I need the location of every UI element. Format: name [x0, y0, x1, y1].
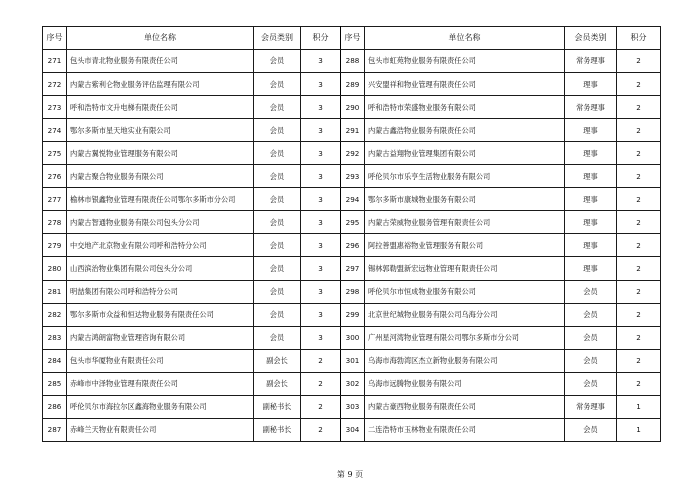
score-cell: 2 — [617, 188, 661, 211]
score-cell: 2 — [617, 372, 661, 395]
row-index-cell: 295 — [341, 211, 365, 234]
row-index-cell: 289 — [341, 73, 365, 96]
header-score: 积分 — [617, 27, 661, 50]
unit-name-cell: 榆林市银鑫物业管理有限责任公司鄂尔多斯市分公司 — [67, 188, 254, 211]
member-category-cell: 会员 — [565, 280, 617, 303]
unit-name-cell: 内蒙古鑫浩物业服务有限责任公司 — [365, 119, 565, 142]
unit-name-cell: 内蒙古荣威物业服务管理有限责任公司 — [365, 211, 565, 234]
unit-name-cell: 内蒙古豪西物业服务有限责任公司 — [365, 395, 565, 418]
member-category-cell: 会员 — [565, 303, 617, 326]
page-number: 第 9 页 — [336, 470, 364, 479]
row-index-cell: 272 — [43, 73, 67, 96]
unit-name-cell: 兴安盟祥和物业管理有限责任公司 — [365, 73, 565, 96]
score-cell: 2 — [617, 119, 661, 142]
unit-name-cell: 广州星河湾物业管理有限公司鄂尔多斯市分公司 — [365, 326, 565, 349]
score-cell: 2 — [301, 395, 341, 418]
member-category-cell: 会员 — [254, 188, 301, 211]
score-cell: 2 — [617, 280, 661, 303]
row-index-cell: 300 — [341, 326, 365, 349]
unit-name-cell: 内蒙古紫利仑物业服务评估监理有限公司 — [67, 73, 254, 96]
table-row — [43, 165, 661, 188]
member-category-cell: 会员 — [254, 96, 301, 119]
row-index-cell: 285 — [43, 372, 67, 395]
unit-name-cell: 包头市青北物业服务有限责任公司 — [67, 50, 254, 73]
member-category-cell: 副秘书长 — [254, 395, 301, 418]
row-index-cell: 287 — [43, 418, 67, 441]
member-category-cell: 会员 — [254, 50, 301, 73]
member-category-cell: 会员 — [254, 142, 301, 165]
score-cell: 3 — [301, 280, 341, 303]
row-index-cell: 301 — [341, 349, 365, 372]
table-row — [43, 418, 661, 441]
unit-name-cell: 内蒙古智通物业服务有限公司包头分公司 — [67, 211, 254, 234]
table-row — [43, 234, 661, 257]
score-cell: 2 — [301, 372, 341, 395]
member-category-cell: 会员 — [254, 119, 301, 142]
row-index-cell: 299 — [341, 303, 365, 326]
unit-name-cell: 明喆集团有限公司呼和浩特分公司 — [67, 280, 254, 303]
unit-name-cell: 锡林郭勒盟新宏远物业管理有限责任公司 — [365, 257, 565, 280]
member-category-cell: 副秘书长 — [254, 418, 301, 441]
row-index-cell: 302 — [341, 372, 365, 395]
row-index-cell: 283 — [43, 326, 67, 349]
row-index-cell: 281 — [43, 280, 67, 303]
member-category-cell: 理事 — [565, 188, 617, 211]
row-index-cell: 276 — [43, 165, 67, 188]
score-cell: 2 — [617, 234, 661, 257]
member-category-cell: 会员 — [254, 73, 301, 96]
row-index-cell: 275 — [43, 142, 67, 165]
score-cell: 2 — [301, 349, 341, 372]
unit-name-cell: 鄂尔多斯市众益和恒达物业服务有限责任公司 — [67, 303, 254, 326]
row-index-cell: 291 — [341, 119, 365, 142]
table-row — [43, 188, 661, 211]
table-row — [43, 372, 661, 395]
member-category-cell: 会员 — [565, 418, 617, 441]
score-cell: 1 — [617, 395, 661, 418]
score-cell: 3 — [301, 96, 341, 119]
score-cell: 3 — [301, 73, 341, 96]
member-category-cell: 常务理事 — [565, 395, 617, 418]
table-row — [43, 50, 661, 73]
score-cell: 2 — [301, 418, 341, 441]
unit-name-cell: 山西滨治物业集团有限公司包头分公司 — [67, 257, 254, 280]
member-category-cell: 会员 — [254, 280, 301, 303]
member-category-cell: 会员 — [254, 211, 301, 234]
header-index: 序号 — [341, 27, 365, 50]
score-cell: 2 — [617, 211, 661, 234]
row-index-cell: 280 — [43, 257, 67, 280]
member-category-cell: 理事 — [565, 211, 617, 234]
unit-name-cell: 呼伦贝尔市海拉尔区鑫海物业服务有限公司 — [67, 395, 254, 418]
row-index-cell: 274 — [43, 119, 67, 142]
score-cell: 2 — [617, 73, 661, 96]
score-cell: 3 — [301, 326, 341, 349]
unit-name-cell: 中交地产北京物业有限公司呼和浩特分公司 — [67, 234, 254, 257]
unit-name-cell: 鄂尔多斯市星天地实业有限公司 — [67, 119, 254, 142]
member-category-cell: 会员 — [565, 349, 617, 372]
table-row — [43, 211, 661, 234]
unit-name-cell: 包头市华厦物业有限责任公司 — [67, 349, 254, 372]
member-category-cell: 理事 — [565, 234, 617, 257]
member-score-table — [42, 26, 661, 442]
header-member-category: 会员类别 — [254, 27, 301, 50]
member-category-cell: 副会长 — [254, 349, 301, 372]
row-index-cell: 284 — [43, 349, 67, 372]
unit-name-cell: 呼和浩特市文升电梯有限责任公司 — [67, 96, 254, 119]
member-category-cell: 常务理事 — [565, 96, 617, 119]
row-index-cell: 298 — [341, 280, 365, 303]
member-category-cell: 理事 — [565, 119, 617, 142]
row-index-cell: 277 — [43, 188, 67, 211]
row-index-cell: 304 — [341, 418, 365, 441]
table-row — [43, 73, 661, 96]
header-unit-name: 单位名称 — [67, 27, 254, 50]
score-cell: 3 — [301, 165, 341, 188]
table-row — [43, 349, 661, 372]
score-cell: 2 — [617, 165, 661, 188]
score-cell: 2 — [617, 349, 661, 372]
unit-name-cell: 阿拉善盟惠裕物业管理服务有限公司 — [365, 234, 565, 257]
unit-name-cell: 北京世纪城物业服务有限公司乌海分公司 — [365, 303, 565, 326]
member-category-cell: 理事 — [565, 142, 617, 165]
member-category-cell: 会员 — [254, 326, 301, 349]
row-index-cell: 303 — [341, 395, 365, 418]
member-category-cell: 会员 — [565, 372, 617, 395]
unit-name-cell: 内蒙古聚合物业服务有限公司 — [67, 165, 254, 188]
member-category-cell: 会员 — [565, 326, 617, 349]
row-index-cell: 278 — [43, 211, 67, 234]
score-cell: 1 — [617, 418, 661, 441]
unit-name-cell: 赤峰市中泽物业管理有限责任公司 — [67, 372, 254, 395]
score-cell: 3 — [301, 142, 341, 165]
table-row — [43, 257, 661, 280]
member-category-cell: 会员 — [254, 303, 301, 326]
member-category-cell: 常务理事 — [565, 50, 617, 73]
member-category-cell: 理事 — [565, 73, 617, 96]
row-index-cell: 282 — [43, 303, 67, 326]
unit-name-cell: 乌海市远腾物业服务有限公司 — [365, 372, 565, 395]
score-cell: 3 — [301, 50, 341, 73]
unit-name-cell: 二连浩特市玉林物业有限责任公司 — [365, 418, 565, 441]
row-index-cell: 296 — [341, 234, 365, 257]
unit-name-cell: 呼伦贝尔市乐亨生活物业服务有限公司 — [365, 165, 565, 188]
row-index-cell: 279 — [43, 234, 67, 257]
unit-name-cell: 鄂尔多斯市康城物业服务有限公司 — [365, 188, 565, 211]
row-index-cell: 288 — [341, 50, 365, 73]
unit-name-cell: 内蒙古益翔物业管理集团有限公司 — [365, 142, 565, 165]
score-cell: 3 — [301, 234, 341, 257]
row-index-cell: 297 — [341, 257, 365, 280]
unit-name-cell: 呼和浩特市荣盛物业服务有限公司 — [365, 96, 565, 119]
row-index-cell: 293 — [341, 165, 365, 188]
table-row — [43, 119, 661, 142]
unit-name-cell: 乌海市海勃湾区杰立新物业服务有限公司 — [365, 349, 565, 372]
score-cell: 2 — [617, 142, 661, 165]
row-index-cell: 292 — [341, 142, 365, 165]
score-cell: 2 — [617, 257, 661, 280]
score-cell: 3 — [301, 257, 341, 280]
unit-name-cell: 内蒙古翼悦物业管理服务有限公司 — [67, 142, 254, 165]
table-row — [43, 326, 661, 349]
table-row — [43, 142, 661, 165]
header-score: 积分 — [301, 27, 341, 50]
table-row — [43, 303, 661, 326]
unit-name-cell: 赤峰兰天物业有限责任公司 — [67, 418, 254, 441]
header-member-category: 会员类别 — [565, 27, 617, 50]
score-cell: 3 — [301, 211, 341, 234]
member-category-cell: 会员 — [254, 165, 301, 188]
row-index-cell: 286 — [43, 395, 67, 418]
score-cell: 3 — [301, 188, 341, 211]
score-cell: 3 — [301, 303, 341, 326]
row-index-cell: 271 — [43, 50, 67, 73]
table-row — [43, 395, 661, 418]
unit-name-cell: 包头市虹苑物业服务有限责任公司 — [365, 50, 565, 73]
unit-name-cell: 内蒙古鸿朗富物业管理咨询有限公司 — [67, 326, 254, 349]
member-category-cell: 会员 — [254, 257, 301, 280]
member-category-cell: 会员 — [254, 234, 301, 257]
row-index-cell: 290 — [341, 96, 365, 119]
score-cell: 2 — [617, 326, 661, 349]
header-row — [43, 27, 661, 50]
score-cell: 2 — [617, 303, 661, 326]
score-cell: 2 — [617, 50, 661, 73]
header-index: 序号 — [43, 27, 67, 50]
score-cell: 2 — [617, 96, 661, 119]
table-row — [43, 96, 661, 119]
header-unit-name: 单位名称 — [365, 27, 565, 50]
member-category-cell: 理事 — [565, 257, 617, 280]
table-row — [43, 280, 661, 303]
member-category-cell: 副会长 — [254, 372, 301, 395]
member-category-cell: 理事 — [565, 165, 617, 188]
score-cell: 3 — [301, 119, 341, 142]
row-index-cell: 294 — [341, 188, 365, 211]
unit-name-cell: 呼伦贝尔市恒成物业服务有限公司 — [365, 280, 565, 303]
row-index-cell: 273 — [43, 96, 67, 119]
